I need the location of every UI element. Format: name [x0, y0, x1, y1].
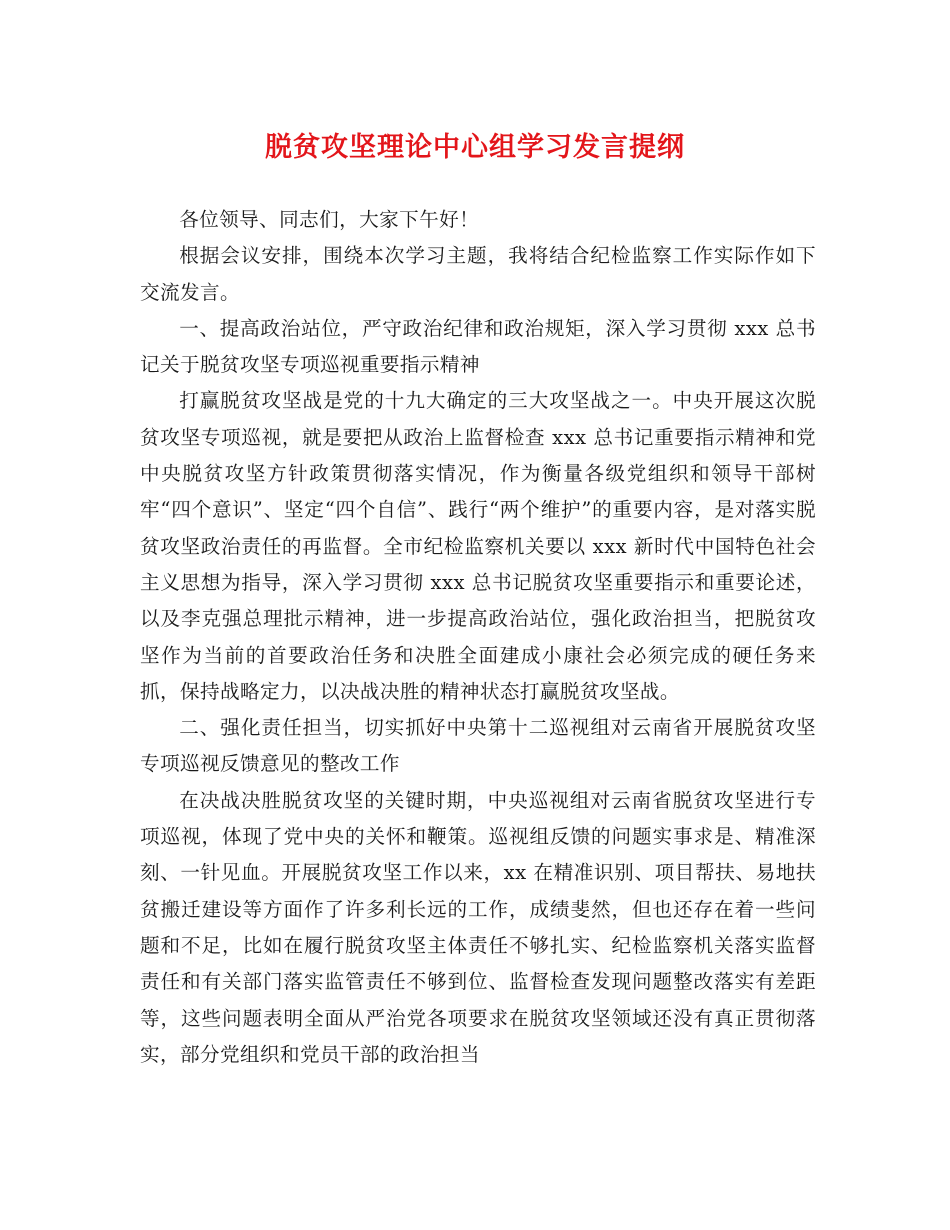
document-body — [140, 202, 816, 1073]
section-heading-2: 二、强化责任担当，切实抓好中央第十二巡视组对云南省开展脱贫攻坚专项巡视反馈意见的整改工作 — [140, 716, 816, 776]
section-heading-1: 一、提高政治站位，严守政治纪律和政治规矩，深入学习贯彻 xxx 总书记关于脱贫攻坚专项巡视重要指示精神 — [140, 316, 816, 377]
section-2-paragraph: 在决战决胜脱贫攻坚的关键时期，中央巡视组对云南省脱贫攻坚进行专项巡视，体现了党中央的关怀和鞭策。巡视组反馈的问题实事求是、精准深刻、一针见血。开展脱贫攻坚工作以来，xx 在精准识别、项目帮扶、易地扶贫搬迁建设等方面作了许多利长远的工作，成绩斐然，但也还存在着一些问题和不足，比如在履行脱贫攻坚主体责任不够扎实、纪检监察机关落实监督责任和有关部门落实监管责任不够到位、监督检查发现问题整改落实有差距等，这些问题表明全面从严治党各项要求在脱贫攻坚领域还没有真正贯彻落实，部分党组织和党员干部的政治担当 — [140, 788, 816, 1066]
document-title: 脱贫攻坚理论中心组学习发言提纲 — [265, 132, 685, 163]
section-1-paragraph: 打赢脱贫攻坚战是党的十九大确定的三大攻坚战之一。中央开展这次脱贫攻坚专项巡视，就是要把从政治上监督检查 xxx 总书记重要指示精神和党中央脱贫攻坚方针政策贯彻落实情况，作为衡量各级党组织和领导干部树牢“四个意识”、坚定“四个自信”、践行“两个维护”的重要内容，是对落实脱贫攻坚政治责任的再监督。全市纪检监察机关要以 xxx 新时代中国特色社会主义思想为指导，深入学习贯彻 xxx 总书记脱贫攻坚重要指示和重要论述，以及李克强总理批示精神，进一步提高政治站位，强化政治担当，把脱贫攻坚作为当前的首要政治任务和决胜全面建成小康社会必须完成的硬任务来抓，保持战略定力，以决战决胜的精神状态打赢脱贫攻坚战。 — [140, 389, 816, 703]
intro-paragraph: 根据会议安排，围绕本次学习主题，我将结合纪检监察工作实际作如下交流发言。 — [140, 244, 816, 304]
greeting-paragraph: 各位领导、同志们，大家下午好！ — [179, 208, 480, 231]
